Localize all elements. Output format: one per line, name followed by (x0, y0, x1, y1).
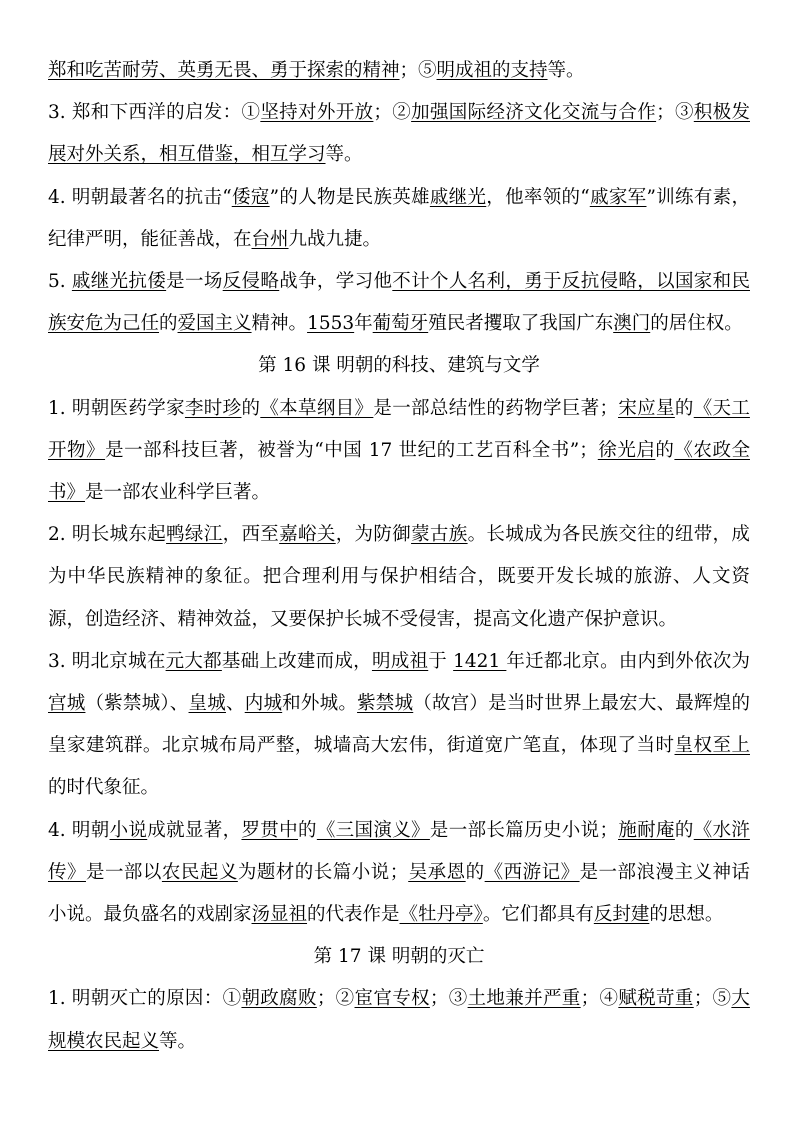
text-run: 4. 明朝最著名的抗击“ (48, 186, 232, 208)
text-run: 的居住权。 (650, 313, 743, 335)
underlined-key-term: 明成祖 (371, 650, 429, 672)
underlined-key-term: 葡萄牙 (372, 313, 429, 335)
underlined-key-term: 李时珍 (184, 397, 242, 419)
text-run: 1. 明朝灭亡的原因：① (48, 988, 242, 1010)
text-run: 4. 明朝 (48, 819, 110, 841)
text-run: ”的人物是民族英雄 (269, 186, 430, 208)
underlined-key-term: 戚继光 (429, 186, 487, 208)
underlined-key-term: 《本草纲目》 (260, 397, 374, 419)
text-run: ；⑤ (693, 988, 732, 1010)
underlined-key-term: 嘉峪关 (279, 524, 336, 546)
text-run: 的 (465, 861, 485, 883)
text-run: 成就显著， (147, 819, 242, 841)
text-run: （故宫）是当时世界上最宏大、最辉煌的皇家建筑群。北京城布局严整，城墙高大宏伟，街道宽广笔直，体现了当时 (48, 693, 750, 757)
underlined-key-term: 《农政全书》 (48, 439, 750, 504)
underlined-key-term: 澳门 (613, 313, 651, 335)
underlined-key-term: 反封建 (593, 904, 650, 926)
text-run: 年迁都北京。由内到外依次为 (506, 650, 750, 672)
text-run: 为题材的长篇小说； (237, 861, 409, 883)
underlined-key-term: 宋应星 (618, 397, 675, 419)
underlined-key-term: 戚继光抗倭 (71, 271, 167, 293)
text-run: 基础上改建而成， (221, 650, 372, 672)
underlined-key-term: 施耐庵 (618, 819, 675, 841)
text-run: 2. 明长城东起 (48, 524, 167, 546)
text-run: 、 (225, 693, 245, 715)
text-run: 第 17 课 明朝的灭亡 (313, 946, 485, 968)
underlined-key-term: 皇权至上 (674, 735, 750, 757)
underlined-key-term: 罗贯中 (241, 819, 298, 841)
underlined-key-term: 《天工开物》 (48, 397, 750, 461)
text-run: 于 (428, 650, 454, 672)
underlined-key-term: 宦官专权 (354, 988, 430, 1010)
text-run: ，他率领的“ (486, 186, 590, 208)
text-run: 。它们都具有 (482, 904, 594, 926)
text-run: ，西至 (222, 524, 280, 546)
underlined-key-term: 大规模农民起义 (48, 988, 750, 1052)
text-run: 年 (354, 313, 373, 335)
text-run: 的 (241, 397, 261, 419)
text-run: 的时代象征。 (48, 777, 160, 799)
text-run: 精神。 (251, 313, 308, 335)
underlined-key-term: 朝政腐败 (241, 988, 317, 1010)
text-run: 。长城成为各民族交往的纽带，成为中华民族精神的象征。把合理利用与保护相结合，既要开发长城的旅游、人文资源，创造经济、精神效益，又要保护长城不受侵害，提高文化遗产保护意识。 (48, 524, 750, 630)
paragraph (48, 978, 750, 1062)
underlined-key-term: 土地兼并严重 (467, 988, 581, 1010)
text-run: 是一部农业科学巨著。 (85, 482, 271, 504)
text-run: ；② (316, 988, 355, 1010)
text-run: 1. 明朝医药学家 (48, 397, 185, 419)
text-run: 3. 郑和下西洋的启发：① (48, 102, 261, 124)
text-run: 的 (298, 819, 317, 841)
underlined-key-term: 小说 (109, 819, 148, 841)
text-run: 殖民者攫取了我国广东 (428, 313, 614, 335)
underlined-key-term: 《水浒传》 (48, 819, 750, 883)
underlined-key-term: 加强国际经济文化交流与合作 (411, 102, 657, 124)
underlined-key-term: 农民起义 (161, 861, 238, 883)
text-run: 的代表作是 (307, 904, 400, 926)
paragraph (48, 177, 750, 261)
text-run: 是一部总结性的药物学巨著； (373, 397, 618, 419)
text-run: ；③ (429, 988, 468, 1010)
text-run: ；⑤ (399, 60, 437, 81)
text-run: 等。 (547, 60, 585, 81)
lesson-heading (48, 345, 750, 387)
underlined-key-term: 郑和吃苦耐劳、英勇无畏、勇于探索的精神 (48, 60, 400, 81)
lesson-heading (48, 936, 750, 978)
underlined-key-term: 倭寇 (231, 186, 270, 208)
paragraph (48, 388, 750, 515)
text-run: 是一部科技巨著，被誉为“中国 17 世纪的工艺百科全书”； (105, 439, 598, 461)
text-run: 等。 (159, 1030, 197, 1052)
text-run: 是一部以 (85, 861, 162, 883)
underlined-key-term: 吴承恩 (408, 861, 466, 883)
text-run: 和外城。 (282, 693, 358, 715)
underlined-key-term: 《牡丹亭》 (399, 904, 483, 926)
paragraph (48, 261, 750, 345)
text-run: 的思想。 (649, 904, 724, 926)
text-run: （紫禁城）、 (85, 693, 189, 715)
underlined-key-term: 坚持对外开放 (260, 102, 374, 124)
text-run: 的 (674, 397, 694, 419)
text-run: 九战九捷。 (288, 228, 382, 250)
underlined-key-term: 赋税苛重 (618, 988, 694, 1010)
paragraph (48, 50, 750, 92)
underlined-key-term: 不计个人名利，勇于反抗侵略，以国家和民族安危为己任 (48, 271, 750, 335)
text-run: 是一场 (166, 271, 223, 293)
text-run: 是一部长篇历史小说； (429, 819, 618, 841)
underlined-key-term: 1553 (307, 313, 355, 335)
paragraph (48, 810, 750, 937)
underlined-key-term: 徐光启 (597, 439, 656, 461)
text-run: 的 (655, 439, 675, 461)
underlined-key-term: 明成祖的支持 (436, 60, 548, 81)
text-run: ，为防御 (335, 524, 412, 546)
underlined-key-term: 蒙古族 (411, 524, 468, 546)
text-run: 第 16 课 明朝的科技、建筑与文学 (258, 355, 540, 377)
text-run: 的 (674, 819, 694, 841)
underlined-key-term: 《西游记》 (484, 861, 580, 883)
underlined-key-term: 1421 (453, 650, 507, 672)
text-run: 战争，学习他 (279, 271, 393, 293)
underlined-key-term: 内城 (244, 693, 283, 715)
underlined-key-term: 积极发展对外关系，相互借鉴，相互学习 (48, 102, 750, 166)
underlined-key-term: 台州 (251, 228, 289, 250)
paragraph (48, 92, 750, 176)
text-run: ；③ (656, 102, 694, 124)
underlined-key-term: 汤显祖 (251, 904, 308, 926)
underlined-key-term: 鸭绿江 (166, 524, 223, 546)
text-run: ；② (373, 102, 412, 124)
text-run: 是一部浪漫主义神话小说。最负盛名的戏剧家 (48, 861, 750, 926)
underlined-key-term: 戚家军 (589, 186, 647, 208)
document-page (48, 50, 750, 1063)
underlined-key-term: 爱国主义 (177, 313, 252, 335)
text-run: 等。 (325, 144, 363, 166)
underlined-key-term: 元大都 (165, 650, 222, 672)
underlined-key-term: 反侵略 (222, 271, 280, 293)
underlined-key-term: 皇城 (188, 693, 226, 715)
text-run: ；④ (580, 988, 619, 1010)
paragraph (48, 641, 750, 810)
text-run: 的 (159, 313, 178, 335)
underlined-key-term: 《三国演义》 (316, 819, 430, 841)
text-run: 5. (48, 271, 72, 293)
text-run: 3. 明北京城在 (48, 650, 166, 672)
underlined-key-term: 紫禁城 (357, 693, 414, 715)
text-run: ”训练有素，纪律严明，能征善战，在 (48, 186, 750, 250)
underlined-key-term: 宫城 (48, 693, 86, 715)
paragraph (48, 514, 750, 641)
